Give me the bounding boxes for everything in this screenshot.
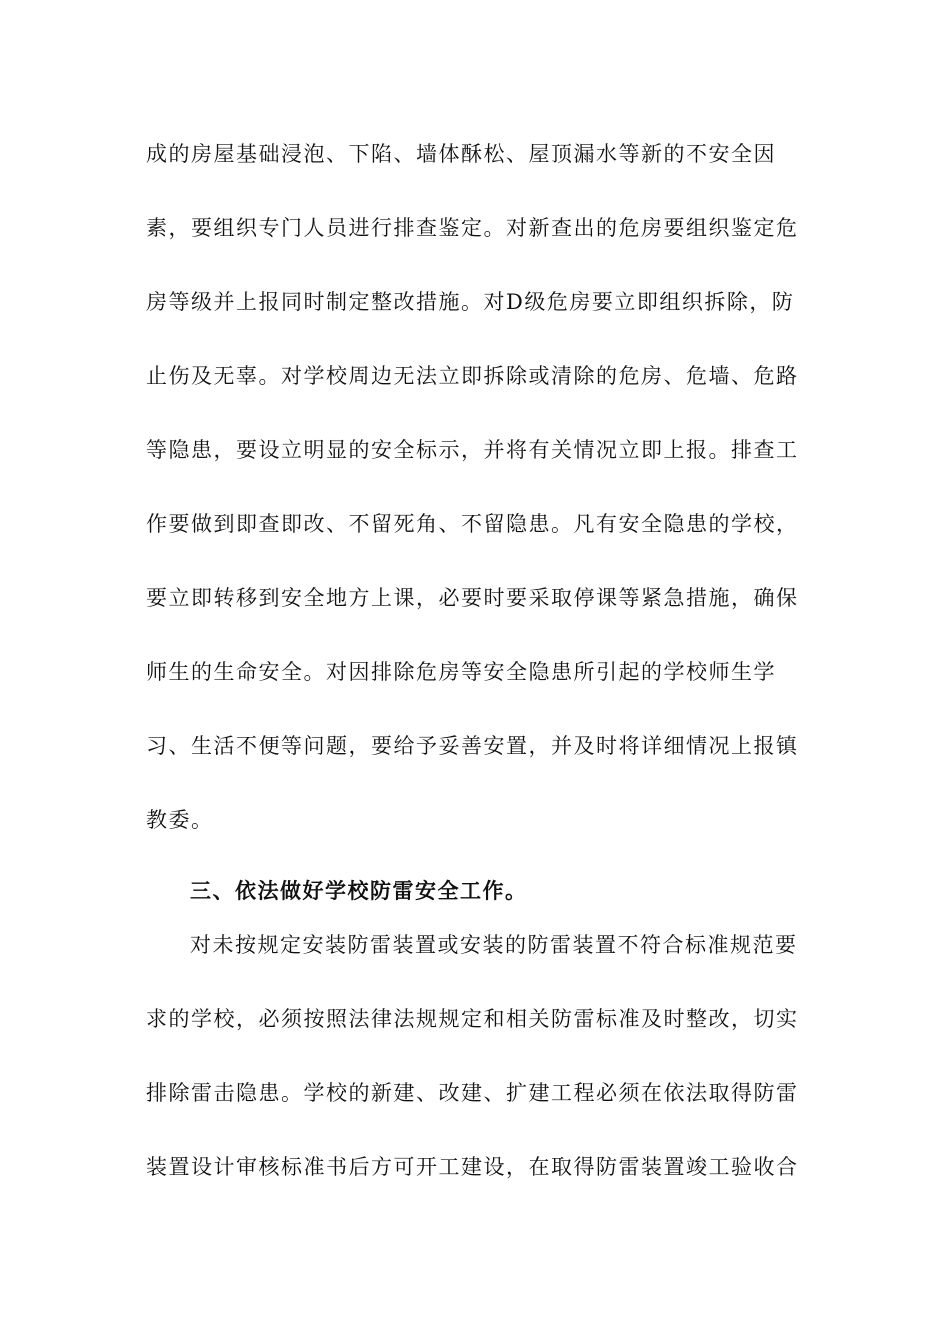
body-line-3: 房等级并上报同时制定整改措施。对D级危房要立即组织拆除，防 xyxy=(146,290,795,314)
paragraph-line-1: 对未按规定安装防雷装置或安装的防雷装置不符合标准规范要 xyxy=(190,933,798,957)
body-line-4: 止伤及无辜。对学校周边无法立即拆除或清除的危房、危墙、危路 xyxy=(146,364,799,388)
body-line-1: 成的房屋基础浸泡、下陷、墙体酥松、屋顶漏水等新的不安全因 xyxy=(146,142,776,166)
body-line-2: 素，要组织专门人员进行排查鉴定。对新查出的危房要组织鉴定危 xyxy=(146,216,799,240)
body-line-5: 等隐患，要设立明显的安全标示，并将有关情况立即上报。排查工 xyxy=(146,438,799,462)
section-heading: 三、依法做好学校防雷安全工作。 xyxy=(190,878,528,903)
body-line-7: 要立即转移到安全地方上课，必要时要采取停课等紧急措施，确保 xyxy=(146,586,799,610)
body-line-6: 作要做到即查即改、不留死角、不留隐患。凡有安全隐患的学校， xyxy=(146,512,799,536)
body-line-10: 教委。 xyxy=(146,808,214,832)
body-line-8: 师生的生命安全。对因排除危房等安全隐患所引起的学校师生学 xyxy=(146,660,776,684)
paragraph-line-2: 求的学校，必须按照法律法规规定和相关防雷标准及时整改，切实 xyxy=(146,1007,799,1031)
paragraph-line-4: 装置设计审核标准书后方可开工建设，在取得防雷装置竣工验收合 xyxy=(146,1155,799,1179)
body-line-9: 习、生活不便等问题，要给予妥善安置，并及时将详细情况上报镇 xyxy=(146,734,799,758)
paragraph-line-3: 排除雷击隐患。学校的新建、改建、扩建工程必须在依法取得防雷 xyxy=(146,1081,799,1105)
